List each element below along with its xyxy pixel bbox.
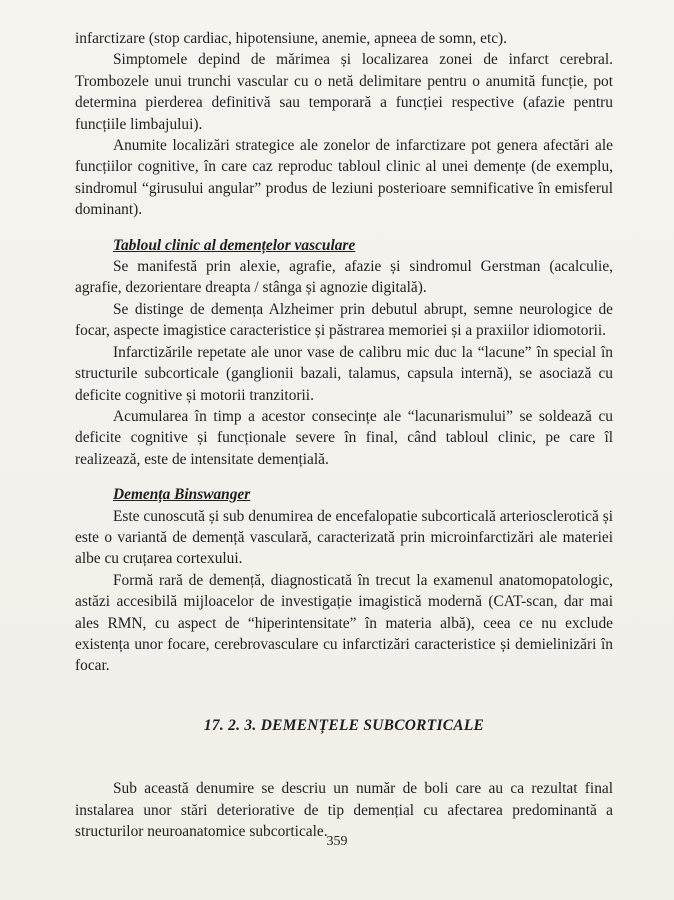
paragraph-manifestari: Se manifestă prin alexie, agrafie, afazie și sindromul Gerstman (acalculie, agrafie, dezorientare dreapta / stânga și agnozie digitală). xyxy=(75,258,613,297)
heading-dementa-binswanger: Demența Binswanger xyxy=(113,486,251,504)
paragraph-infarctizari-repetate: Infarctizările repetate ale unor vase de calibru mic duc la “lacune” în special în structurile subcorticale (ganglionii bazali, talamus, capsula internă), se asociază cu deficite cognitive și motorii tranzitorii. xyxy=(75,343,613,404)
paragraph-localizari: Anumite localizări strategice ale zonelor de infarctizare pot genera afectări ale funcțiilor cognitive, în care caz reproduc tabloul clinic al unei demențe (de exemplu, sindromul “girusului angular” produs de leziuni posterioare semnificative în emisferul dominant). xyxy=(75,137,613,219)
paragraph-binswanger-definitie: Este cunoscută și sub denumirea de encefalopatie subcorticală arteriosclerotică și este o variantă de demență vasculară, caracterizată prin microinfarctizări ale materiei albe cu cruțarea cortexului. xyxy=(75,507,613,568)
paragraph-forma-rara: Formă rară de demență, diagnosticată în trecut la examenul anatomopatologic, astăzi accesibilă mijloacelor de investigație imagistică modernă (CAT-scan, dar mai ales RMN, cu aspect de “hiperintensitate” în materia albă), ceea ce nu exclude existența unor focare, cerebrovasculare cu infarctizări caracteristice și demielinizări în focar. xyxy=(75,571,613,675)
paragraph-simptomele: Simptomele depind de mărimea și localizarea zonei de infarct cerebral. Trombozele unui trunchi vascular cu o netă delimitare pentru o anumită funcție, pot determina pierderea definitivă sau temporară a funcției respective (afazie pentru funcțiile limbajului). xyxy=(75,51,613,133)
paragraph-subcorticale-intro: Sub această denumire se descriu un număr de boli care au ca rezultat final instalarea unor stări deteriorative de tip demențial cu afectarea predominantă a structurilor neuroanatomice subcorticale. xyxy=(75,780,613,840)
paragraph-infarctizare: infarctizare (stop cardiac, hipotensiune, anemie, apneea de somn, etc). xyxy=(75,30,508,47)
paragraph-distinge-alzheimer: Se distinge de demența Alzheimer prin debutul abrupt, semne neurologice de focar, aspecte imagistice caracteristice și păstrarea memoriei și a praxiilor idiomotorii. xyxy=(75,300,613,340)
heading-tabloul-clinic: Tabloul clinic al demențelor vasculare xyxy=(113,236,356,254)
page-number: 359 xyxy=(326,834,348,849)
page-content xyxy=(75,28,613,842)
paragraph-acumularea: Acumularea în timp a acestor consecințe ale “lacunarismului” se soldează cu deficite cognitive și funcționale severe în final, când tabloul clinic, pe care îl realizează, este de intensitate demențială. xyxy=(75,407,613,468)
section-title-dementele-subcorticale: 17. 2. 3. DEMENȚELE SUBCORTICALE xyxy=(203,716,485,734)
